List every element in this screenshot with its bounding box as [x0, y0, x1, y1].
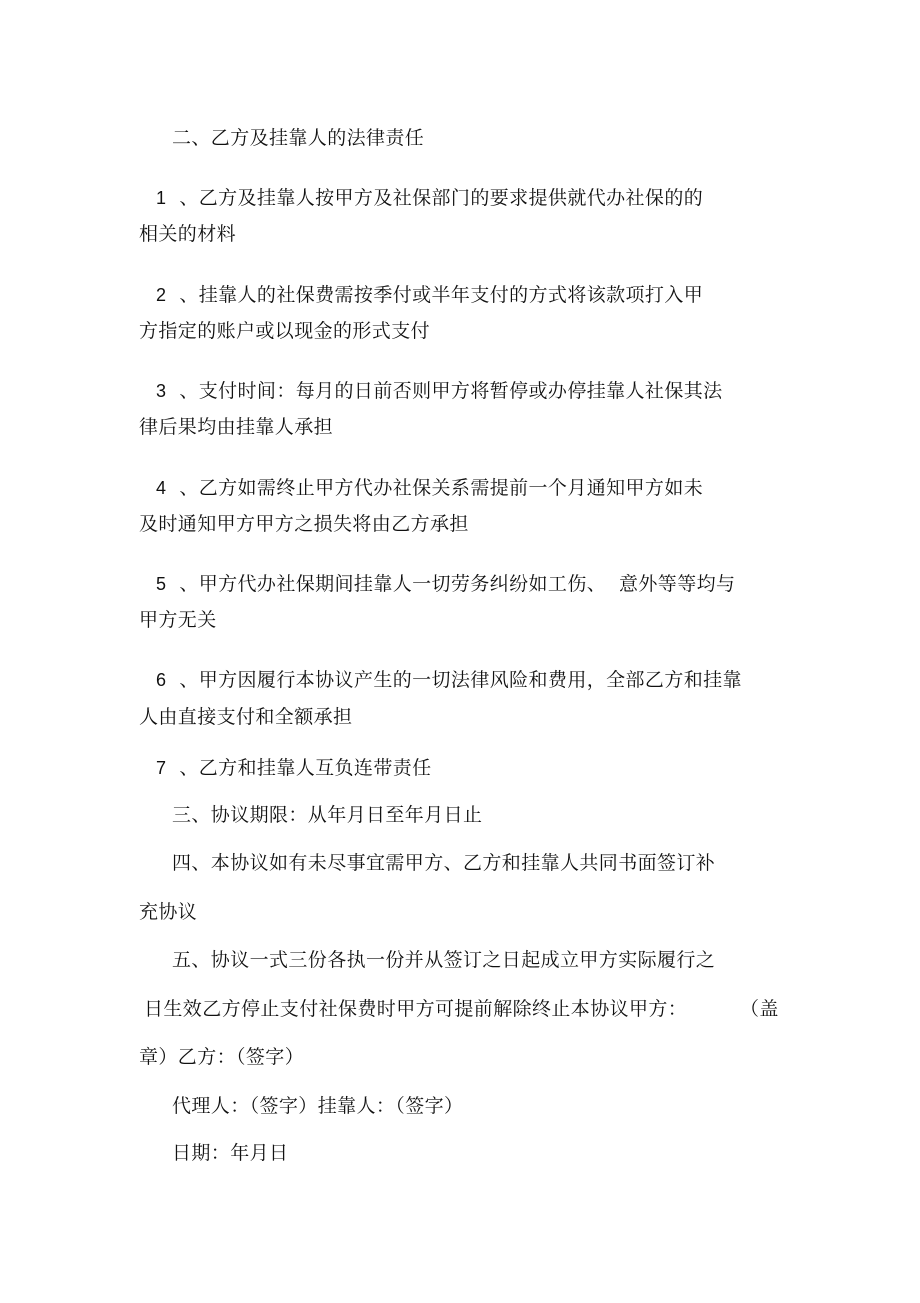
item-3-line-2: 律后果均由挂靠人承担: [139, 416, 334, 438]
item-5-number: 5: [156, 574, 167, 594]
item-7: [156, 756, 432, 780]
item-1-line-2: 相关的材料: [139, 223, 237, 245]
item-4-line-2: 及时通知甲方甲方之损失将由乙方承担: [139, 513, 469, 535]
item-7-number: 7: [156, 758, 167, 778]
item-2-number: 2: [156, 285, 167, 305]
section-5-line-1: 五、协议一式三份各执一份并从签订之日起成立甲方实际履行之: [172, 949, 716, 971]
item-6-line-2: 人由直接支付和全额承担: [139, 706, 353, 728]
item-1-line-1: 、乙方及挂靠人按甲方及社保部门的要求提供就代办社保的的: [179, 187, 704, 209]
item-3-number: 3: [156, 381, 167, 401]
section-5-line-2-tail: （盖: [740, 998, 779, 1020]
item-4: [156, 476, 703, 500]
item-1: [156, 186, 703, 210]
agent-signature-line: 代理人：（签字）挂靠人：（签字）: [172, 1095, 464, 1117]
item-2-line-2: 方指定的账户或以现金的形式支付: [139, 320, 431, 342]
item-6-number: 6: [156, 670, 167, 690]
item-6-line-1: 、甲方因履行本协议产生的一切法律风险和费用，全部乙方和挂靠: [179, 669, 742, 691]
section-2-heading: 二、乙方及挂靠人的法律责任: [172, 127, 425, 149]
section-4-line-2: 充协议: [139, 901, 198, 923]
item-5: [156, 572, 735, 596]
item-4-line-1: 、乙方如需终止甲方代办社保关系需提前一个月通知甲方如未: [179, 477, 704, 499]
date-line: 日期：年月日: [172, 1142, 289, 1164]
item-2: [156, 283, 703, 307]
item-5-line-2: 甲方无关: [139, 609, 217, 631]
item-7-line-1: 、乙方和挂靠人互负连带责任: [179, 757, 432, 779]
item-1-number: 1: [156, 188, 167, 208]
section-5-line-3: 章）乙方：（签字）: [139, 1046, 305, 1068]
item-5-line-1: 、甲方代办社保期间挂靠人一切劳务纠纷如工伤、 意外等等均与: [179, 573, 736, 595]
item-4-number: 4: [156, 478, 167, 498]
section-4-line-1: 四、本协议如有未尽事宜需甲方、乙方和挂靠人共同书面签订补: [172, 852, 716, 874]
item-3: [156, 379, 723, 403]
section-3: 三、协议期限：从年月日至年月日止: [172, 804, 483, 826]
item-6: [156, 668, 742, 692]
item-3-line-1: 、支付时间：每月的日前否则甲方将暂停或办停挂靠人社保其法: [179, 380, 723, 402]
section-5-line-2: 日生效乙方停止支付社保费时甲方可提前解除终止本协议甲方：: [144, 998, 688, 1020]
item-2-line-1: 、挂靠人的社保费需按季付或半年支付的方式将该款项打入甲: [179, 284, 704, 306]
